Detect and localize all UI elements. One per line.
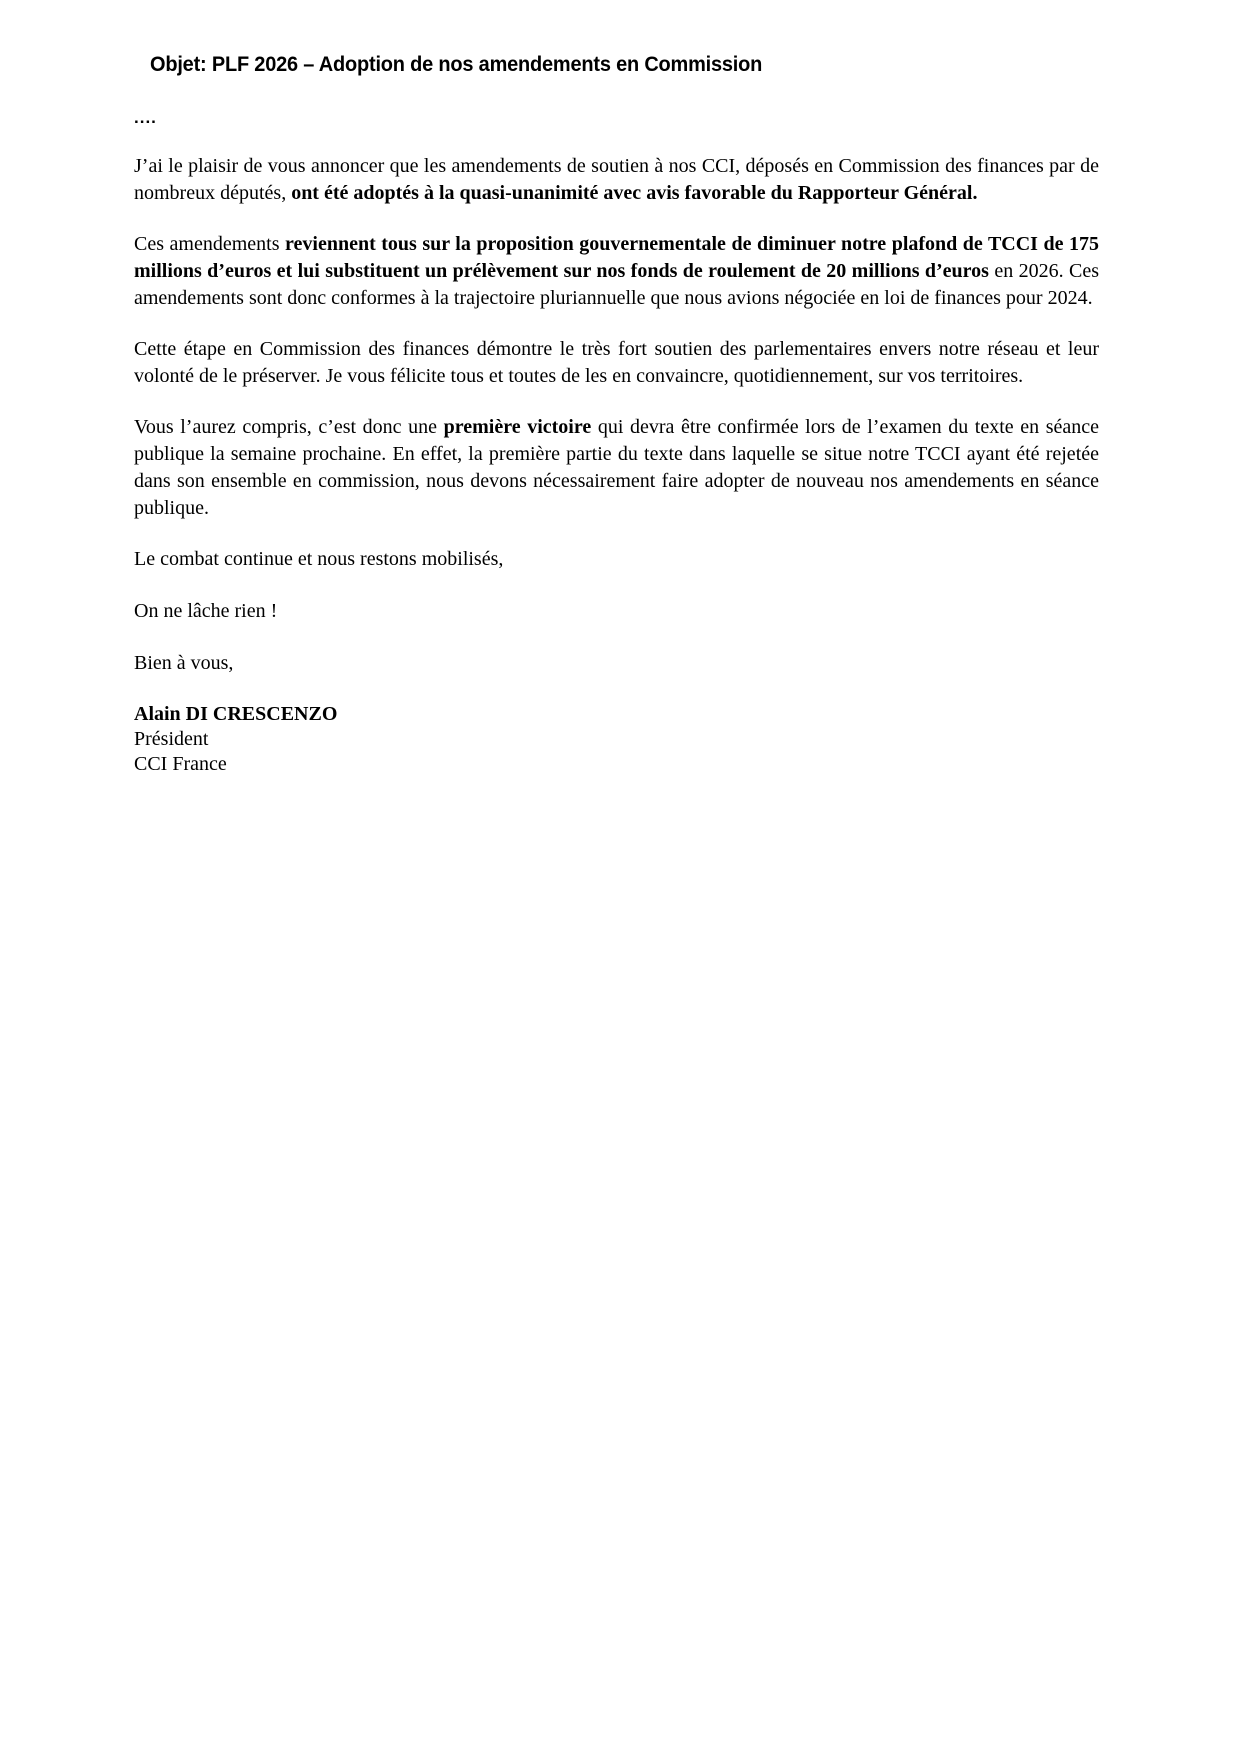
letter-body <box>134 153 1099 777</box>
paragraph-soutien <box>134 336 1099 390</box>
ellipsis-marker: .... <box>134 108 157 127</box>
text-run: J’ai le plaisir de vous annoncer que les amendements de soutien à nos CCI, déposés en Commission des finances par de nombreux députés, <box>134 155 1099 204</box>
paragraph-amendements <box>134 231 1099 312</box>
text-run: Ces amendements <box>134 233 285 255</box>
signature-block <box>134 702 1099 777</box>
subject-line: Objet: PLF 2026 – Adoption de nos amendements en Commission <box>150 53 763 76</box>
text-run: Cette étape en Commission des finances démontre le très fort soutien des parlementaires envers notre réseau et leur volonté de le préserver. Je vous félicite tous et toutes de les en convaincre, quotidiennement, sur vos territoires. <box>134 338 1099 387</box>
text-run: qui devra être confirmée lors de l’examen du texte en séance publique la semaine prochaine. En effet, la première partie du texte dans laquelle se situe notre TCCI ayant été rejetée dans son ensemble en commission, nous devons nécessairement faire adopter de nouveau nos amendements en séance publique. <box>134 416 1099 519</box>
text-run-bold: première victoire <box>443 416 592 438</box>
signature-role: Président <box>134 728 209 750</box>
closing-line-combat: Le combat continue et nous restons mobilisés, <box>134 548 504 570</box>
paragraph-victoire <box>134 414 1099 522</box>
closing-line-lache-rien: On ne lâche rien ! <box>134 600 278 622</box>
signature-organization: CCI France <box>134 753 227 775</box>
text-run: Vous l’aurez compris, c’est donc une <box>134 416 444 438</box>
closing-line-bien-a-vous: Bien à vous, <box>134 652 234 674</box>
text-run-bold: ont été adoptés à la quasi-unanimité avec avis favorable du Rapporteur Général. <box>291 182 978 204</box>
text-run: en 2026. Ces amendements sont donc conformes à la trajectoire pluriannuelle que nous avions négociée en loi de finances pour 2024. <box>134 260 1099 309</box>
text-run-bold: reviennent tous sur la proposition gouvernementale de diminuer notre plafond de TCCI de 175 millions d’euros et lui substituent un prélèvement sur nos fonds de roulement de 20 millions d’euros <box>134 233 1099 282</box>
paragraph-adoption <box>134 153 1099 207</box>
signature-name: Alain DI CRESCENZO <box>134 703 338 725</box>
